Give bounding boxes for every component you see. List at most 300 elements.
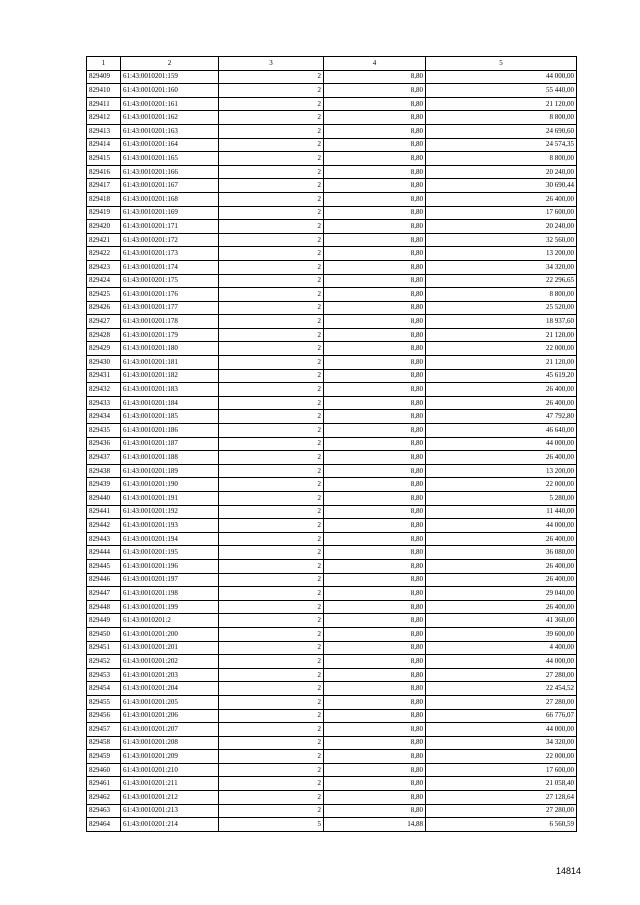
rate-cell: 8,80 <box>324 152 426 166</box>
cadastral-number-cell: 61:43:0010201:182 <box>121 369 219 383</box>
amount-cell: 5 280,00 <box>426 492 577 506</box>
row-id-cell: 829446 <box>87 573 121 587</box>
cadastral-number-cell: 61:43:0010201:210 <box>121 763 219 777</box>
page-number: 14814 <box>556 866 582 876</box>
rate-cell: 8,80 <box>324 206 426 220</box>
amount-cell: 21 120,00 <box>426 356 577 370</box>
amount-cell: 17 600,00 <box>426 206 577 220</box>
rate-cell: 8,80 <box>324 655 426 669</box>
quantity-cell: 2 <box>219 179 324 193</box>
row-id-cell: 829445 <box>87 559 121 573</box>
amount-cell: 27 280,00 <box>426 695 577 709</box>
rate-cell: 8,80 <box>324 315 426 329</box>
cadastral-number-cell: 61:43:0010201:189 <box>121 464 219 478</box>
row-id-cell: 829464 <box>87 818 121 832</box>
row-id-cell: 829409 <box>87 70 121 84</box>
row-id-cell: 829462 <box>87 791 121 805</box>
quantity-cell: 2 <box>219 70 324 84</box>
row-id-cell: 829448 <box>87 600 121 614</box>
quantity-cell: 2 <box>219 192 324 206</box>
table-row <box>87 573 577 587</box>
quantity-cell: 2 <box>219 152 324 166</box>
table-row <box>87 342 577 356</box>
row-id-cell: 829423 <box>87 260 121 274</box>
table-row <box>87 70 577 84</box>
table-row <box>87 192 577 206</box>
row-id-cell: 829432 <box>87 383 121 397</box>
quantity-cell: 2 <box>219 573 324 587</box>
rate-cell: 8,80 <box>324 804 426 818</box>
amount-cell: 8 800,00 <box>426 288 577 302</box>
table-row <box>87 777 577 791</box>
amount-cell: 25 520,00 <box>426 301 577 315</box>
table-row <box>87 695 577 709</box>
amount-cell: 26 400,00 <box>426 396 577 410</box>
cadastral-number-cell: 61:43:0010201:207 <box>121 723 219 737</box>
row-id-cell: 829452 <box>87 655 121 669</box>
amount-cell: 29 040,00 <box>426 587 577 601</box>
row-id-cell: 829461 <box>87 777 121 791</box>
quantity-cell: 2 <box>219 791 324 805</box>
row-id-cell: 829420 <box>87 220 121 234</box>
cadastral-number-cell: 61:43:0010201:203 <box>121 668 219 682</box>
amount-cell: 55 440,00 <box>426 84 577 98</box>
amount-cell: 27 128,64 <box>426 791 577 805</box>
quantity-cell: 2 <box>219 478 324 492</box>
quantity-cell: 2 <box>219 396 324 410</box>
cadastral-number-cell: 61:43:0010201:176 <box>121 288 219 302</box>
amount-cell: 47 792,80 <box>426 410 577 424</box>
row-id-cell: 829449 <box>87 614 121 628</box>
amount-cell: 17 600,00 <box>426 763 577 777</box>
rate-cell: 8,80 <box>324 111 426 125</box>
table-row <box>87 682 577 696</box>
amount-cell: 21 120,00 <box>426 328 577 342</box>
table-row <box>87 396 577 410</box>
row-id-cell: 829453 <box>87 668 121 682</box>
column-header-3: 3 <box>219 57 324 71</box>
rate-cell: 8,80 <box>324 492 426 506</box>
cadastral-number-cell: 61:43:0010201:208 <box>121 736 219 750</box>
amount-cell: 45 619,20 <box>426 369 577 383</box>
rate-cell: 8,80 <box>324 682 426 696</box>
quantity-cell: 2 <box>219 315 324 329</box>
cadastral-number-cell: 61:43:0010201:178 <box>121 315 219 329</box>
cadastral-number-cell: 61:43:0010201:197 <box>121 573 219 587</box>
amount-cell: 39 600,00 <box>426 627 577 641</box>
amount-cell: 30 690,44 <box>426 179 577 193</box>
cadastral-number-cell: 61:43:0010201:175 <box>121 274 219 288</box>
rate-cell: 8,80 <box>324 301 426 315</box>
cadastral-number-cell: 61:43:0010201:174 <box>121 260 219 274</box>
table-row <box>87 723 577 737</box>
amount-cell: 26 400,00 <box>426 451 577 465</box>
quantity-cell: 2 <box>219 138 324 152</box>
quantity-cell: 2 <box>219 546 324 560</box>
rate-cell: 8,80 <box>324 288 426 302</box>
quantity-cell: 2 <box>219 111 324 125</box>
quantity-cell: 2 <box>219 668 324 682</box>
quantity-cell: 2 <box>219 600 324 614</box>
quantity-cell: 2 <box>219 763 324 777</box>
table-row <box>87 315 577 329</box>
rate-cell: 8,80 <box>324 668 426 682</box>
table-row <box>87 668 577 682</box>
cadastral-number-cell: 61:43:0010201:184 <box>121 396 219 410</box>
amount-cell: 13 200,00 <box>426 464 577 478</box>
row-id-cell: 829463 <box>87 804 121 818</box>
quantity-cell: 2 <box>219 519 324 533</box>
quantity-cell: 2 <box>219 641 324 655</box>
row-id-cell: 829421 <box>87 233 121 247</box>
row-id-cell: 829424 <box>87 274 121 288</box>
rate-cell: 8,80 <box>324 763 426 777</box>
amount-cell: 20 240,00 <box>426 220 577 234</box>
row-id-cell: 829458 <box>87 736 121 750</box>
amount-cell: 46 640,00 <box>426 424 577 438</box>
quantity-cell: 2 <box>219 369 324 383</box>
rate-cell: 8,80 <box>324 70 426 84</box>
rate-cell: 8,80 <box>324 559 426 573</box>
amount-cell: 26 400,00 <box>426 573 577 587</box>
amount-cell: 41 360,00 <box>426 614 577 628</box>
row-id-cell: 829450 <box>87 627 121 641</box>
rate-cell: 8,80 <box>324 356 426 370</box>
cadastral-number-cell: 61:43:0010201:163 <box>121 124 219 138</box>
rate-cell: 8,80 <box>324 260 426 274</box>
amount-cell: 8 800,00 <box>426 152 577 166</box>
cadastral-number-cell: 61:43:0010201:212 <box>121 791 219 805</box>
row-id-cell: 829413 <box>87 124 121 138</box>
table-row <box>87 206 577 220</box>
quantity-cell: 2 <box>219 492 324 506</box>
quantity-cell: 2 <box>219 464 324 478</box>
quantity-cell: 2 <box>219 274 324 288</box>
row-id-cell: 829438 <box>87 464 121 478</box>
row-id-cell: 829419 <box>87 206 121 220</box>
row-id-cell: 829447 <box>87 587 121 601</box>
quantity-cell: 2 <box>219 804 324 818</box>
table-row <box>87 410 577 424</box>
rate-cell: 8,80 <box>324 451 426 465</box>
row-id-cell: 829460 <box>87 763 121 777</box>
cadastral-number-cell: 61:43:0010201:166 <box>121 165 219 179</box>
row-id-cell: 829459 <box>87 750 121 764</box>
rate-cell: 8,80 <box>324 84 426 98</box>
rate-cell: 8,80 <box>324 587 426 601</box>
amount-cell: 21 058,40 <box>426 777 577 791</box>
rate-cell: 8,80 <box>324 192 426 206</box>
row-id-cell: 829433 <box>87 396 121 410</box>
amount-cell: 36 080,00 <box>426 546 577 560</box>
column-header-5: 5 <box>426 57 577 71</box>
table-row <box>87 437 577 451</box>
rate-cell: 8,80 <box>324 777 426 791</box>
cadastral-number-cell: 61:43:0010201:165 <box>121 152 219 166</box>
row-id-cell: 829422 <box>87 247 121 261</box>
row-id-cell: 829418 <box>87 192 121 206</box>
cadastral-number-cell: 61:43:0010201:192 <box>121 505 219 519</box>
quantity-cell: 2 <box>219 288 324 302</box>
cadastral-number-cell: 61:43:0010201:161 <box>121 97 219 111</box>
quantity-cell: 2 <box>219 559 324 573</box>
header-row <box>87 57 577 71</box>
amount-cell: 21 120,00 <box>426 97 577 111</box>
rate-cell: 8,80 <box>324 369 426 383</box>
table-row <box>87 165 577 179</box>
column-header-2: 2 <box>121 57 219 71</box>
table-row <box>87 546 577 560</box>
cadastral-number-cell: 61:43:0010201:213 <box>121 804 219 818</box>
quantity-cell: 2 <box>219 260 324 274</box>
cadastral-number-cell: 61:43:0010201:179 <box>121 328 219 342</box>
row-id-cell: 829454 <box>87 682 121 696</box>
rate-cell: 8,80 <box>324 396 426 410</box>
cadastral-number-cell: 61:43:0010201:211 <box>121 777 219 791</box>
table-row <box>87 179 577 193</box>
quantity-cell: 2 <box>219 124 324 138</box>
amount-cell: 32 560,00 <box>426 233 577 247</box>
rate-cell: 8,80 <box>324 437 426 451</box>
table-header <box>87 57 577 71</box>
data-table <box>86 56 577 832</box>
row-id-cell: 829411 <box>87 97 121 111</box>
rate-cell: 8,80 <box>324 736 426 750</box>
cadastral-number-cell: 61:43:0010201:173 <box>121 247 219 261</box>
quantity-cell: 2 <box>219 587 324 601</box>
quantity-cell: 2 <box>219 301 324 315</box>
row-id-cell: 829451 <box>87 641 121 655</box>
row-id-cell: 829415 <box>87 152 121 166</box>
rate-cell: 8,80 <box>324 124 426 138</box>
amount-cell: 8 800,00 <box>426 111 577 125</box>
cadastral-number-cell: 61:43:0010201:190 <box>121 478 219 492</box>
table-row <box>87 709 577 723</box>
quantity-cell: 2 <box>219 356 324 370</box>
amount-cell: 27 280,00 <box>426 804 577 818</box>
quantity-cell: 2 <box>219 451 324 465</box>
quantity-cell: 2 <box>219 342 324 356</box>
amount-cell: 22 454,52 <box>426 682 577 696</box>
cadastral-number-cell: 61:43:0010201:185 <box>121 410 219 424</box>
amount-cell: 34 320,00 <box>426 260 577 274</box>
table-row <box>87 247 577 261</box>
table-row <box>87 492 577 506</box>
amount-cell: 44 000,00 <box>426 655 577 669</box>
rate-cell: 8,80 <box>324 274 426 288</box>
row-id-cell: 829440 <box>87 492 121 506</box>
amount-cell: 22 296,65 <box>426 274 577 288</box>
cadastral-number-cell: 61:43:0010201:200 <box>121 627 219 641</box>
table-row <box>87 763 577 777</box>
rate-cell: 8,80 <box>324 627 426 641</box>
amount-cell: 24 574,35 <box>426 138 577 152</box>
quantity-cell: 2 <box>219 627 324 641</box>
cadastral-number-cell: 61:43:0010201:204 <box>121 682 219 696</box>
table-row <box>87 804 577 818</box>
row-id-cell: 829430 <box>87 356 121 370</box>
cadastral-number-cell: 61:43:0010201:202 <box>121 655 219 669</box>
quantity-cell: 2 <box>219 709 324 723</box>
rate-cell: 8,80 <box>324 750 426 764</box>
row-id-cell: 829426 <box>87 301 121 315</box>
amount-cell: 11 440,00 <box>426 505 577 519</box>
cadastral-number-cell: 61:43:0010201:209 <box>121 750 219 764</box>
row-id-cell: 829455 <box>87 695 121 709</box>
column-header-4: 4 <box>324 57 426 71</box>
table-row <box>87 233 577 247</box>
quantity-cell: 2 <box>219 220 324 234</box>
cadastral-number-cell: 61:43:0010201:201 <box>121 641 219 655</box>
quantity-cell: 2 <box>219 736 324 750</box>
cadastral-number-cell: 61:43:0010201:187 <box>121 437 219 451</box>
amount-cell: 4 400,00 <box>426 641 577 655</box>
table-row <box>87 478 577 492</box>
table-row <box>87 791 577 805</box>
table-row <box>87 532 577 546</box>
quantity-cell: 2 <box>219 723 324 737</box>
table-row <box>87 614 577 628</box>
row-id-cell: 829429 <box>87 342 121 356</box>
table-row <box>87 328 577 342</box>
rate-cell: 8,80 <box>324 233 426 247</box>
column-header-1: 1 <box>87 57 121 71</box>
cadastral-number-cell: 61:43:0010201:191 <box>121 492 219 506</box>
cadastral-number-cell: 61:43:0010201:199 <box>121 600 219 614</box>
cadastral-number-cell: 61:43:0010201:2 <box>121 614 219 628</box>
row-id-cell: 829444 <box>87 546 121 560</box>
amount-cell: 22 000,00 <box>426 478 577 492</box>
table-row <box>87 736 577 750</box>
amount-cell: 24 690,60 <box>426 124 577 138</box>
table-row <box>87 424 577 438</box>
rate-cell: 8,80 <box>324 383 426 397</box>
quantity-cell: 2 <box>219 614 324 628</box>
amount-cell: 18 937,60 <box>426 315 577 329</box>
amount-cell: 66 776,07 <box>426 709 577 723</box>
row-id-cell: 829437 <box>87 451 121 465</box>
table-row <box>87 84 577 98</box>
cadastral-number-cell: 61:43:0010201:195 <box>121 546 219 560</box>
cadastral-number-cell: 61:43:0010201:160 <box>121 84 219 98</box>
cadastral-number-cell: 61:43:0010201:162 <box>121 111 219 125</box>
row-id-cell: 829442 <box>87 519 121 533</box>
quantity-cell: 2 <box>219 695 324 709</box>
row-id-cell: 829428 <box>87 328 121 342</box>
cadastral-number-cell: 61:43:0010201:194 <box>121 532 219 546</box>
rate-cell: 8,80 <box>324 791 426 805</box>
table-row <box>87 655 577 669</box>
rate-cell: 8,80 <box>324 342 426 356</box>
table-row <box>87 220 577 234</box>
row-id-cell: 829425 <box>87 288 121 302</box>
table-row <box>87 124 577 138</box>
table-row <box>87 519 577 533</box>
cadastral-number-cell: 61:43:0010201:196 <box>121 559 219 573</box>
table-row <box>87 600 577 614</box>
table-row <box>87 356 577 370</box>
cadastral-number-cell: 61:43:0010201:172 <box>121 233 219 247</box>
quantity-cell: 2 <box>219 84 324 98</box>
row-id-cell: 829457 <box>87 723 121 737</box>
cadastral-number-cell: 61:43:0010201:181 <box>121 356 219 370</box>
cadastral-number-cell: 61:43:0010201:183 <box>121 383 219 397</box>
table-row <box>87 152 577 166</box>
row-id-cell: 829416 <box>87 165 121 179</box>
cadastral-number-cell: 61:43:0010201:193 <box>121 519 219 533</box>
rate-cell: 8,80 <box>324 179 426 193</box>
rate-cell: 8,80 <box>324 464 426 478</box>
amount-cell: 20 240,00 <box>426 165 577 179</box>
row-id-cell: 829434 <box>87 410 121 424</box>
amount-cell: 26 400,00 <box>426 600 577 614</box>
cadastral-number-cell: 61:43:0010201:186 <box>121 424 219 438</box>
table-row <box>87 288 577 302</box>
rate-cell: 8,80 <box>324 247 426 261</box>
cadastral-number-cell: 61:43:0010201:159 <box>121 70 219 84</box>
quantity-cell: 2 <box>219 532 324 546</box>
quantity-cell: 2 <box>219 655 324 669</box>
amount-cell: 44 000,00 <box>426 723 577 737</box>
table-row <box>87 559 577 573</box>
table-row <box>87 274 577 288</box>
cadastral-number-cell: 61:43:0010201:171 <box>121 220 219 234</box>
cadastral-number-cell: 61:43:0010201:180 <box>121 342 219 356</box>
row-id-cell: 829412 <box>87 111 121 125</box>
rate-cell: 8,80 <box>324 505 426 519</box>
row-id-cell: 829414 <box>87 138 121 152</box>
rate-cell: 8,80 <box>324 220 426 234</box>
row-id-cell: 829443 <box>87 532 121 546</box>
rate-cell: 8,80 <box>324 165 426 179</box>
table-row <box>87 260 577 274</box>
row-id-cell: 829439 <box>87 478 121 492</box>
amount-cell: 22 000,00 <box>426 342 577 356</box>
row-id-cell: 829435 <box>87 424 121 438</box>
rate-cell: 8,80 <box>324 138 426 152</box>
rate-cell: 8,80 <box>324 709 426 723</box>
table-row <box>87 97 577 111</box>
amount-cell: 26 400,00 <box>426 532 577 546</box>
amount-cell: 13 200,00 <box>426 247 577 261</box>
quantity-cell: 2 <box>219 233 324 247</box>
rate-cell: 8,80 <box>324 410 426 424</box>
row-id-cell: 829427 <box>87 315 121 329</box>
quantity-cell: 2 <box>219 328 324 342</box>
quantity-cell: 5 <box>219 818 324 832</box>
rate-cell: 8,80 <box>324 532 426 546</box>
rate-cell: 8,80 <box>324 97 426 111</box>
table-row <box>87 138 577 152</box>
cadastral-number-cell: 61:43:0010201:168 <box>121 192 219 206</box>
rate-cell: 8,80 <box>324 546 426 560</box>
table-row <box>87 301 577 315</box>
rate-cell: 8,80 <box>324 573 426 587</box>
quantity-cell: 2 <box>219 682 324 696</box>
rate-cell: 8,80 <box>324 614 426 628</box>
quantity-cell: 2 <box>219 410 324 424</box>
amount-cell: 27 280,00 <box>426 668 577 682</box>
quantity-cell: 2 <box>219 424 324 438</box>
cadastral-number-cell: 61:43:0010201:206 <box>121 709 219 723</box>
rate-cell: 14,88 <box>324 818 426 832</box>
quantity-cell: 2 <box>219 383 324 397</box>
quantity-cell: 2 <box>219 206 324 220</box>
table-row <box>87 641 577 655</box>
quantity-cell: 2 <box>219 97 324 111</box>
rate-cell: 8,80 <box>324 328 426 342</box>
amount-cell: 6 560,59 <box>426 818 577 832</box>
